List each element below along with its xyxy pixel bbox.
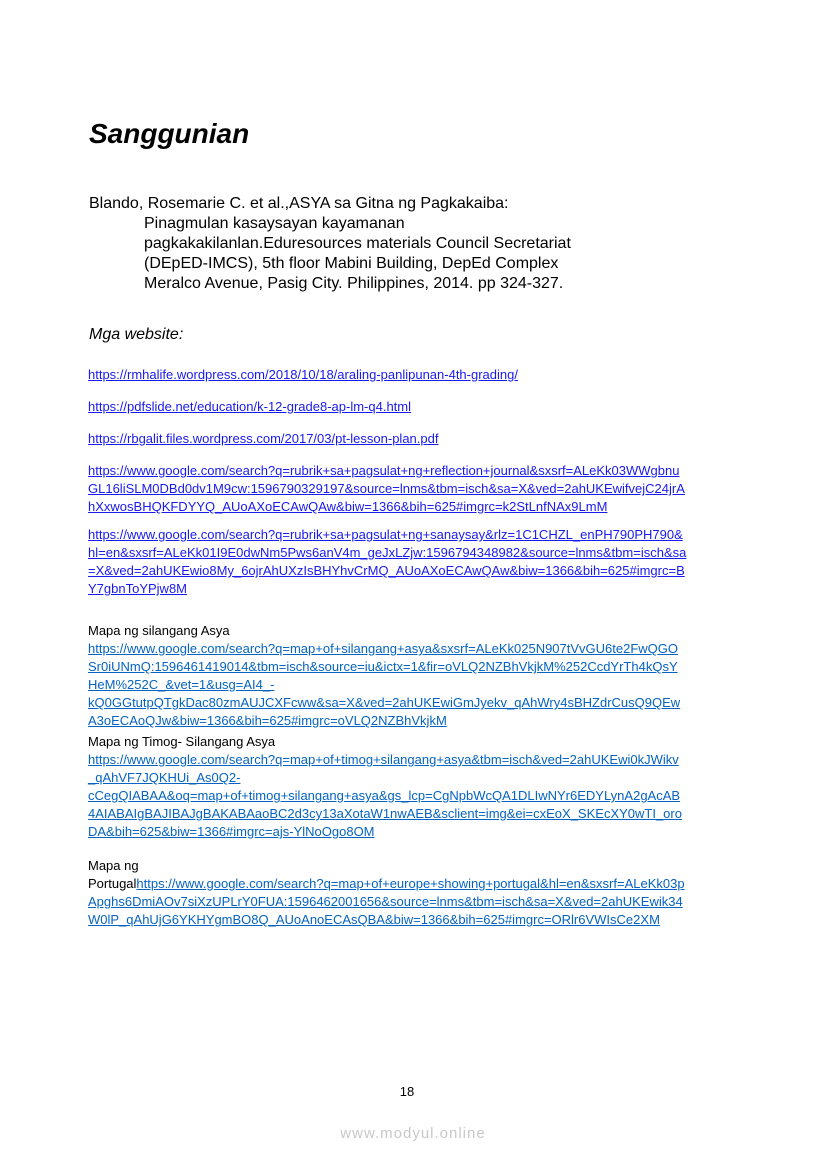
reference-link[interactable]: https://www.google.com/search?q=rubrik+sa+pagsulat+ng+sanaysay&rlz=1C1CHZL_enPH790PH790& hl=en&sxsrf=ALeKk01I9E0dwNm5Pws6anV4m_geJxLZjw:1596794348982&source=lnms&tbm=isch&sa =X&ved=2ahUKEwio8My_6ojrAhUXzIsBHYhvCrMQ_AUoAXoECAwQAw&biw=1366&bih=625#imgrc=B Y7gbnToYPjw8M bbox=[88, 527, 687, 596]
page-title: Sanggunian bbox=[89, 118, 250, 149]
map-reference bbox=[88, 857, 685, 929]
link-block bbox=[88, 366, 518, 384]
citation-line: Pinagmulan kasaysayan kayamanan bbox=[144, 215, 405, 232]
citation-line: pagkakakilanlan.Eduresources materials Council Secretariat bbox=[144, 235, 571, 252]
map-link[interactable]: https://www.google.com/search?q=map+of+timog+silangang+asya&tbm=isch&ved=2ahUKEwi0kJWikv _qAhVF7JQKHUi_As0Q2- cCegQIABAA&oq=map+of+timog+silangang+asya&gs_lcp=CgNpbWcQA1DLIwNYr6EDYLynA2gAcAB 4AIABAIgBAJIBAJgBAKABAaoBC2d3cy13aXotaW1nwAEB&sclient=img&ei=cxEoX_SKEcXY0wTI_oro DA&bih=625&biw=1366#imgrc=ajs-YlNoOgo8OM bbox=[88, 752, 682, 839]
page-number: 18 bbox=[399, 1084, 415, 1099]
map-label: Mapa ng Timog- Silangang Asya bbox=[88, 734, 276, 749]
map-link[interactable]: https://www.google.com/search?q=map+of+silangang+asya&sxsrf=ALeKk025N907tVvGU6te2FwQGO Sr0iUNmQ:1596461419014&tbm=isch&source=iu&ictx=1&fir=oVLQ2NZBhVkjkM%252CcdYrTh4kQsY HeM%252C_&vet=1&usg=AI4_- kQ0GGtutpQTgkDac80zmAUJCXFcww&sa=X&ved=2ahUKEwiGmJyekv_qAhWry4sBHZdrCusQ9QEw A3oECAoQJw&biw=1366&bih=625#imgrc=oVLQ2NZBhVkjkM bbox=[88, 641, 681, 728]
map-label: Portugal bbox=[88, 876, 137, 891]
map-link[interactable]: Apghs6DmiAOv7siXzUPLrY0FUA:1596462001656&source=lnms&tbm=isch&sa=X&ved=2ahUKEwik34 W0lP_qAhUjG6YKHYgmBO8Q_AUoAnoECAsQBA&biw=1366&bih=625#imgrc=ORlr6VWIsCe2XM bbox=[88, 894, 683, 927]
citation bbox=[89, 194, 571, 294]
citation-line: Blando, Rosemarie C. et al.,ASYA sa Gitna ng Pagkakaiba: bbox=[89, 195, 509, 212]
link-block bbox=[88, 526, 686, 598]
map-reference bbox=[88, 733, 682, 841]
link-block bbox=[88, 398, 411, 416]
map-label: Mapa ng silangang Asya bbox=[88, 623, 230, 638]
link-block bbox=[88, 430, 438, 448]
citation-line: Meralco Avenue, Pasig City. Philippines, 2014. pp 324-327. bbox=[144, 275, 564, 292]
map-label: Mapa ng bbox=[88, 858, 139, 873]
watermark: www.modyul.online bbox=[340, 1125, 486, 1142]
map-link[interactable]: https://www.google.com/search?q=map+of+europe+showing+portugal&hl=en&sxsrf=ALeKk03p bbox=[136, 876, 685, 891]
reference-link[interactable]: https://rmhalife.wordpress.com/2018/10/18/araling-panlipunan-4th-grading/ bbox=[88, 367, 518, 382]
map-reference bbox=[88, 622, 680, 730]
websites-heading: Mga website: bbox=[89, 326, 184, 343]
reference-link[interactable]: https://rbgalit.files.wordpress.com/2017/03/pt-lesson-plan.pdf bbox=[88, 431, 439, 446]
reference-link[interactable]: https://www.google.com/search?q=rubrik+sa+pagsulat+ng+reflection+journal&sxsrf=ALeKk03WWgbnu GL16liSLM0DBd0dv1M9cw:1596790329197&source=lnms&tbm=isch&sa=X&ved=2ahUKEwifvejC24jrA hXxwosBHQKFDYYQ_AUoAXoECAwQAw&biw=1366&bih=625#imgrc=k2StLnfNAx9LmM bbox=[88, 463, 685, 514]
citation-line: (DEpED-IMCS), 5th floor Mabini Building, DepEd Complex bbox=[144, 255, 559, 272]
link-block bbox=[88, 462, 685, 516]
reference-link[interactable]: https://pdfslide.net/education/k-12-grade8-ap-lm-q4.html bbox=[88, 399, 412, 414]
